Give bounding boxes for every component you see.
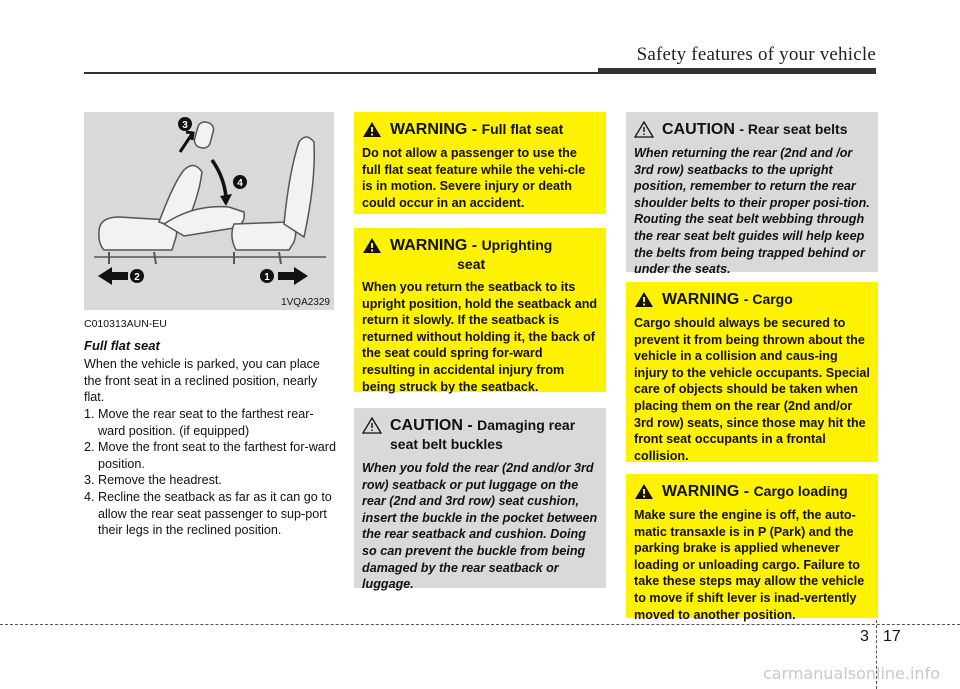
badge-2: [130, 269, 144, 283]
box-title: [634, 290, 871, 309]
header-rule-accent: [598, 68, 876, 74]
box-subject: Full flat seat: [481, 121, 564, 137]
section-code: C010313AUN-EU: [84, 318, 167, 330]
box-label: WARNING -: [390, 237, 478, 254]
rear-seat-rail: [109, 252, 156, 264]
box-title: [634, 482, 871, 501]
step-item: 1. Move the rear seat to the farthest rear-ward position. (if equipped): [84, 406, 314, 438]
caution-buckles-box: [354, 408, 606, 592]
warning-cargo-box: [626, 282, 878, 462]
warning-triangle-icon: [362, 121, 382, 138]
box-subject: - Rear seat belts: [739, 121, 848, 137]
box-label: CAUTION: [662, 121, 735, 138]
badge-2-label: 2: [134, 272, 140, 283]
step-item: 2. Move the front seat to the farthest for-ward position.: [84, 440, 336, 471]
section-subtitle: Full flat seat: [84, 337, 160, 353]
box-subject-line2: seat belt buckles: [390, 436, 503, 452]
box-body: When returning the rear (2nd and /or 3rd row) seatbacks to the upright position, remember to return the rear shoulder belts to their proper posi-tion. Routing the seat belt webbing through the rear seat belt guides will help keep the belts from being trapped behind or under the seats.: [634, 146, 870, 277]
seat-illustration: [84, 112, 334, 310]
page-header-title: Safety features of your vehicle: [636, 44, 876, 65]
box-subject: Damaging rear: [477, 417, 576, 433]
arrow-curve-icon: [212, 160, 226, 197]
instructions-column: [84, 316, 336, 539]
arrow-curve-head: [220, 194, 232, 206]
box-label: CAUTION -: [390, 417, 473, 434]
intro-paragraph: When the vehicle is parked, you can place the front seat in a reclined position, nearly flat.: [84, 357, 320, 405]
warning-triangle-icon: [362, 237, 382, 254]
box-title: [362, 416, 599, 454]
warning-full-flat-box: [354, 112, 606, 214]
warning-triangle-icon: [634, 291, 654, 308]
steps-list: [84, 406, 336, 539]
badge-1: [260, 269, 274, 283]
box-title: [362, 236, 599, 273]
badge-1-label: 1: [264, 272, 270, 283]
step-item: 4. Recline the seatback as far as it can go to allow the rear seat passenger to sup-port their legs in the reclined position.: [84, 489, 332, 538]
badge-3-label: 3: [182, 120, 188, 131]
step-item: 3. Remove the headrest.: [84, 473, 222, 488]
front-seatback-upright: [284, 137, 314, 237]
box-body: Cargo should always be secured to prevent it from being thrown about the vehicle in a collision and caus-ing injury to the vehicle occupants. Special care of objects should be taken when placing them on the rear (2nd and/or 3rd row) seats, since those may hit the front seat occupants in a frontal collision.: [634, 316, 870, 463]
watermark-text: carmanualsonline.info: [762, 664, 940, 683]
box-subject-line2: seat: [457, 256, 486, 272]
arrow-left-icon: [98, 267, 128, 285]
warning-upright-box: [354, 228, 606, 392]
box-subject: - Cargo: [743, 291, 793, 307]
headrest: [193, 120, 215, 149]
badge-4: [233, 175, 247, 189]
caution-triangle-icon: [362, 417, 382, 434]
arrow-right-icon: [278, 267, 308, 285]
box-label: WARNING: [662, 291, 740, 308]
box-body: Make sure the engine is off, the auto-matic transaxle is in P (Park) and the parking brake is applied whenever loading or unloading cargo. Failure to take these steps may allow the vehicle to move if shift lever is inad-vertently moved to another position.: [634, 508, 865, 622]
warning-triangle-icon: [634, 483, 654, 500]
box-label: WARNING -: [662, 483, 750, 500]
warning-cargo-loading-box: [626, 474, 878, 622]
seat-diagram: [84, 112, 334, 310]
box-title: [362, 120, 599, 139]
caution-triangle-icon: [634, 121, 654, 138]
caution-rear-belts-box: [626, 112, 878, 277]
footer-rule: [0, 624, 960, 625]
arrow-up-icon: [180, 132, 193, 152]
box-body: When you return the seatback to its upright position, hold the seatback and return it slowly. If the seatback is returned without holding it, the back of the seat could spring for-ward resulting in accidental injury from being struck by the seatback.: [362, 280, 598, 394]
badge-3: [178, 117, 192, 131]
box-body: Do not allow a passenger to use the full flat seat feature while the vehi-cle is in motion. Severe injury or death could occur in an accident.: [362, 146, 586, 210]
badge-4-label: 4: [237, 178, 243, 189]
section-number: 3: [860, 628, 869, 645]
front-seat-rail: [234, 252, 281, 264]
page-number: 17: [883, 628, 901, 645]
box-body: When you fold the rear (2nd and/or 3rd row) seatback or put luggage on the rear (2nd and 3rd row) seat cushion, insert the buckle in the pocket between the rear seatback and cushion. Doing so can prevent the buckle from being damaged by the rear seatback or luggage.: [362, 461, 598, 592]
box-label: WARNING -: [390, 121, 478, 138]
box-subject: Uprighting: [481, 237, 553, 253]
box-title: [634, 120, 871, 139]
figure-code: 1VQA2329: [281, 297, 330, 308]
box-subject: Cargo loading: [753, 483, 848, 499]
